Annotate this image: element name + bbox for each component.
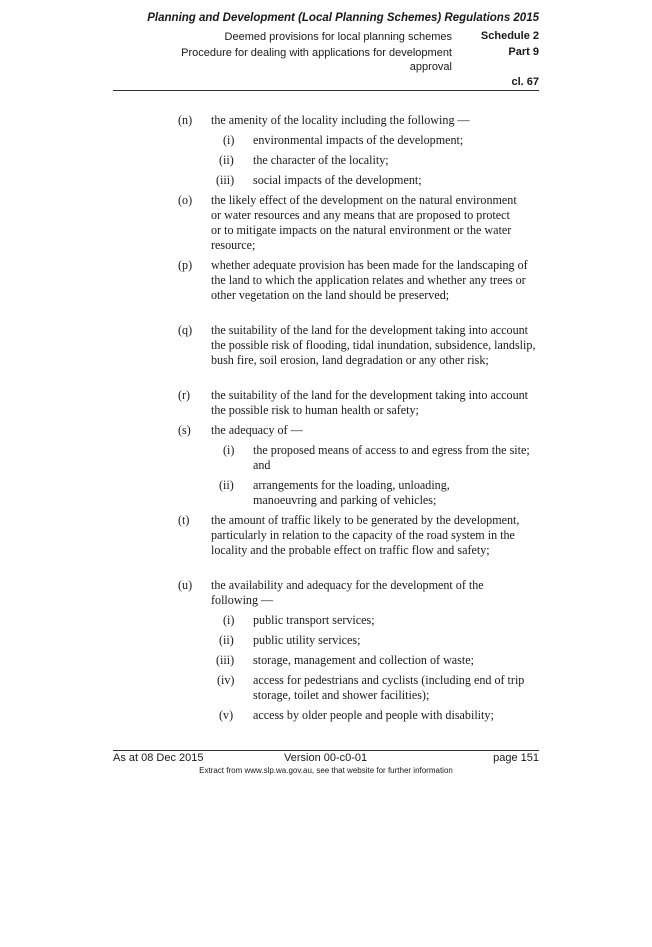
- paragraph-label: (r): [178, 388, 191, 402]
- paragraph-label: (q): [178, 323, 193, 337]
- header-schedule-heading: Deemed provisions for local planning schemes: [224, 31, 452, 43]
- subparagraph-text: arrangements for the loading, unloading, manoeuvring and parking of vehicles;: [253, 478, 450, 507]
- paragraph-text: the amenity of the locality including the following —: [211, 113, 470, 127]
- subparagraph-text: access for pedestrians and cyclists (including end of trip storage, toilet and shower facilities);: [253, 673, 525, 702]
- paragraph-label: (n): [178, 113, 193, 127]
- subparagraph-text: public transport services;: [253, 613, 375, 627]
- subparagraph-label: (v): [219, 708, 234, 722]
- subparagraph-label: (i): [223, 443, 235, 457]
- subparagraph-label: (i): [223, 613, 235, 627]
- footer-rule: [113, 750, 539, 751]
- subparagraph-text: access by older people and people with disability;: [253, 708, 494, 722]
- paragraph-text: the suitability of the land for the development taking into account the possible risk of flooding, tidal inundation, subsidence, landslip, bush fire, soil erosion, land degradation or any other risk;: [211, 323, 536, 367]
- paragraph-text: whether adequate provision has been made for the landscaping of the land to which the application relates and whether any trees or other vegetation on the land should be preserved;: [211, 258, 528, 302]
- paragraph-label: (p): [178, 258, 193, 272]
- paragraph-text: the adequacy of —: [211, 423, 303, 437]
- paragraph-label: (t): [178, 513, 190, 527]
- paragraph-label: (s): [178, 423, 191, 437]
- header-schedule-number: Schedule 2: [480, 30, 539, 42]
- subparagraph-label: (iv): [217, 673, 235, 687]
- footer-version: Version 00-c0-01: [284, 752, 368, 764]
- paragraph-text: the likely effect of the development on the natural environment or water resources and any means that are proposed to protect or to mitigate impacts on the natural environment or the water resource;: [211, 193, 517, 252]
- header-part-number: Part 9: [508, 46, 539, 58]
- paragraph-text: the availability and adequacy for the development of the following —: [211, 578, 484, 607]
- header-clause: cl. 67: [511, 76, 539, 88]
- subparagraph-text: social impacts of the development;: [253, 173, 422, 187]
- footer-date: As at 08 Dec 2015: [113, 752, 204, 764]
- page-header-title: Planning and Development (Local Planning Schemes) Regulations 2015: [147, 12, 539, 24]
- subparagraph-text: the proposed means of access to and egress from the site; and: [253, 443, 530, 472]
- paragraph-label: (u): [178, 578, 193, 592]
- subparagraph-text: public utility services;: [253, 633, 361, 647]
- subparagraph-text: environmental impacts of the development;: [253, 133, 464, 147]
- header-part-heading: Procedure for dealing with applications for development approval: [181, 47, 452, 73]
- footer-page-number: page 151: [493, 752, 539, 764]
- subparagraph-label: (ii): [219, 633, 234, 647]
- subparagraph-text: storage, management and collection of waste;: [253, 653, 474, 667]
- paragraph-text: the suitability of the land for the development taking into account the possible risk to human health or safety;: [211, 388, 529, 417]
- subparagraph-label: (iii): [216, 653, 235, 667]
- subparagraph-label: (ii): [219, 153, 234, 167]
- subparagraph-label: (i): [223, 133, 235, 147]
- paragraph-label: (o): [178, 193, 193, 207]
- subparagraph-text: the character of the locality;: [253, 153, 389, 167]
- subparagraph-label: (ii): [219, 478, 234, 492]
- subparagraph-label: (iii): [216, 173, 235, 187]
- paragraph-text: the amount of traffic likely to be generated by the development, particularly in relation to the capacity of the road system in the locality and the probable effect on traffic flow and safety;: [211, 513, 520, 557]
- header-rule: [113, 90, 539, 91]
- footer-extract-notice: Extract from www.slp.wa.gov.au, see that website for further information: [199, 766, 453, 775]
